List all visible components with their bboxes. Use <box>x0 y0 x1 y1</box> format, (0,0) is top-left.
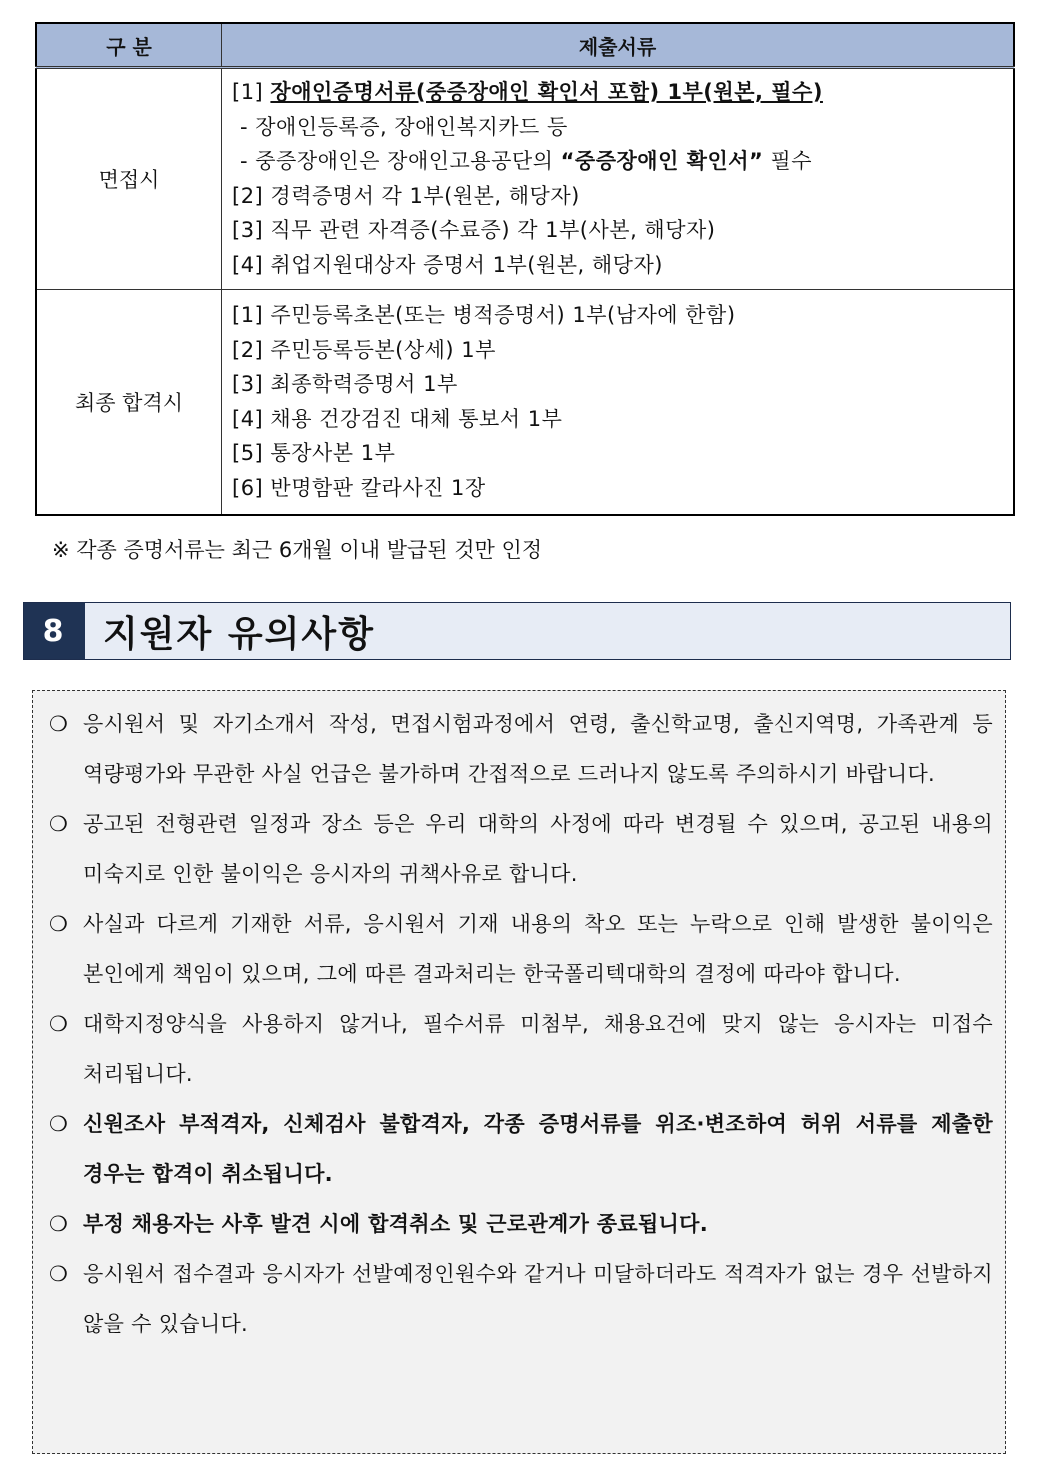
notice-text: 신원조사 부적격자, 신체검사 불합격자, 각종 증명서류를 위조·변조하여 허위 서류를 제출한 경우는 합격이 취소됩니다. <box>83 1112 993 1186</box>
category-cell: 최종 합격시 <box>36 289 222 515</box>
documents-cell <box>222 68 1015 290</box>
header-category: 구 분 <box>36 23 222 68</box>
notice-text: 응시원서 및 자기소개서 작성, 면접시험과정에서 연령, 출신학교명, 출신지역명, 가족관계 등 역량평가와 무관한 사실 언급은 불가하며 간접적으로 드러나지 않도록 주의하시기 바랍니다. <box>83 712 993 786</box>
section-title: 지원자 유의사항 <box>103 613 375 655</box>
required-documents-table <box>35 22 1015 516</box>
circle-bullet-icon: ❍ <box>49 712 68 736</box>
notice-item <box>43 699 993 799</box>
circle-bullet-icon: ❍ <box>49 1262 68 1286</box>
doc-num: [1] <box>232 80 271 104</box>
doc-subline <box>232 110 1003 145</box>
doc-text-required: 장애인증명서류(중증장애인 확인서 포함) 1부(원본, 필수) <box>270 80 823 104</box>
doc-text-emphasis: “중증장애인 확인서” <box>560 149 764 174</box>
circle-bullet-icon: ❍ <box>49 1112 68 1136</box>
notice-item <box>43 1249 993 1349</box>
notice-box <box>32 690 1006 1454</box>
doc-subline <box>232 144 1003 179</box>
section-number: 8 <box>24 603 82 659</box>
notice-item <box>43 899 993 999</box>
circle-bullet-icon: ❍ <box>49 912 68 936</box>
category-cell: 면접시 <box>36 68 222 290</box>
doc-line: [1] 주민등록초본(또는 병적증명서) 1부(남자에 한함) <box>232 303 736 328</box>
table-row-final <box>36 289 1014 515</box>
notice-text: 응시원서 접수결과 응시자가 선발예정인원수와 같거나 미달하더라도 적격자가 없는 경우 선발하지 않을 수 있습니다. <box>83 1262 993 1336</box>
notice-item-bold <box>43 1099 993 1199</box>
doc-line: [2] 경력증명서 각 1부(원본, 해당자) <box>232 183 580 208</box>
doc-line: [2] 주민등록등본(상세) 1부 <box>232 337 496 362</box>
circle-bullet-icon: ❍ <box>49 812 68 836</box>
notice-text: 부정 채용자는 사후 발견 시에 합격취소 및 근로관계가 종료됩니다. <box>83 1212 708 1236</box>
section-title-wrap <box>82 603 1010 659</box>
doc-line: [4] 취업지원대상자 증명서 1부(원본, 해당자) <box>232 252 663 277</box>
notice-text: 사실과 다르게 기재한 서류, 응시원서 기재 내용의 착오 또는 누락으로 인해 발생한 불이익은 본인에게 책임이 있으며, 그에 따른 결과처리는 한국폴리텍대학의 결정에 따라야 합니다. <box>83 912 993 986</box>
table-header-row <box>36 23 1014 68</box>
notice-item-bold <box>43 1199 993 1249</box>
circle-bullet-icon: ❍ <box>49 1012 68 1036</box>
header-documents: 제출서류 <box>222 23 1015 68</box>
doc-text: 중증장애인은 장애인고용공단의 <box>255 149 561 174</box>
notice-text: 대학지정양식을 사용하지 않거나, 필수서류 미첨부, 채용요건에 맞지 않는 응시자는 미접수 처리됩니다. <box>83 1012 993 1086</box>
doc-line: [3] 직무 관련 자격증(수료증) 각 1부(사본, 해당자) <box>232 218 716 243</box>
section-header <box>23 602 1011 660</box>
documents-cell <box>222 289 1015 515</box>
notice-item <box>43 799 993 899</box>
dash-prefix: - <box>240 149 256 174</box>
doc-line: [4] 채용 건강검진 대체 통보서 1부 <box>232 406 563 431</box>
circle-bullet-icon: ❍ <box>49 1212 68 1236</box>
dash-prefix: - <box>240 114 256 139</box>
doc-line: [5] 통장사본 1부 <box>232 441 396 466</box>
footnote: ※ 각종 증명서류는 최근 6개월 이내 발급된 것만 인정 <box>52 538 543 562</box>
notice-item <box>43 999 993 1099</box>
doc-line <box>232 75 1003 110</box>
doc-text: 필수 <box>763 149 813 174</box>
doc-line: [3] 최종학력증명서 1부 <box>232 372 458 397</box>
doc-text: 장애인등록증, 장애인복지카드 등 <box>255 114 568 139</box>
doc-line: [6] 반명함판 칼라사진 1장 <box>232 476 486 500</box>
table-row-interview <box>36 68 1014 290</box>
notice-text: 공고된 전형관련 일정과 장소 등은 우리 대학의 사정에 따라 변경될 수 있으며, 공고된 내용의 미숙지로 인한 불이익은 응시자의 귀책사유로 합니다. <box>83 812 993 886</box>
